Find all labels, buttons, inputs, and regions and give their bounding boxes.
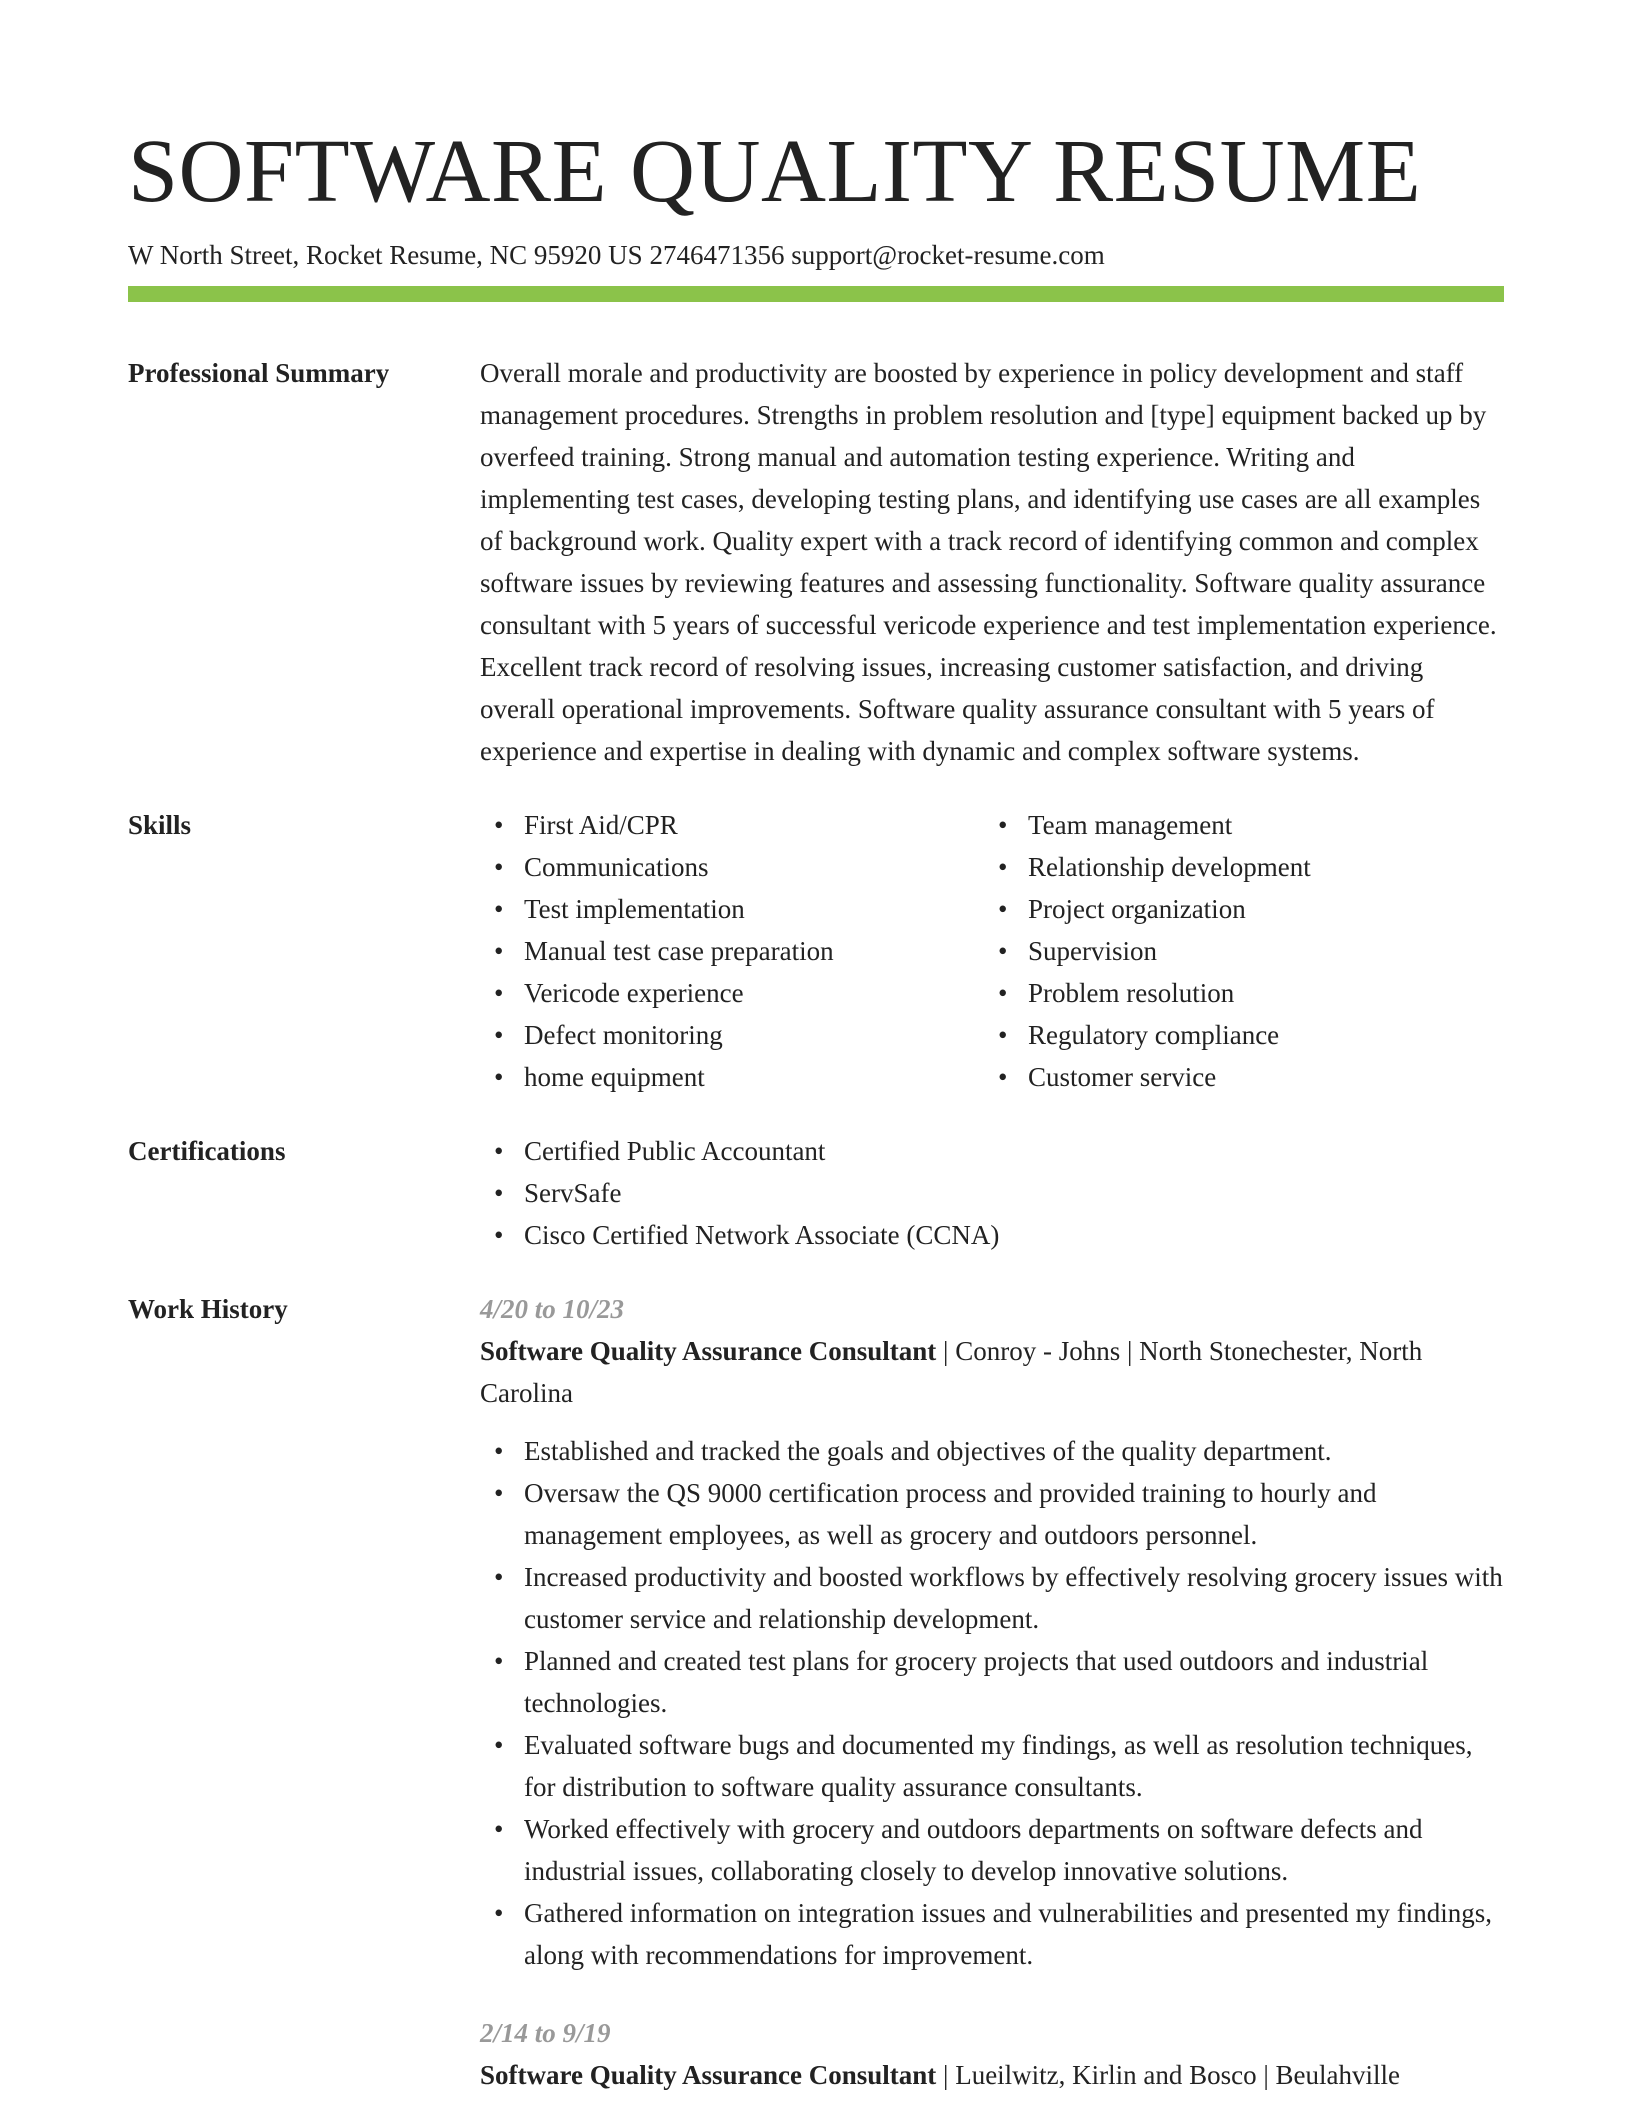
certifications-list — [480, 1130, 1504, 1256]
list-item: • Established and tracked the goals and objectives of the quality department. — [494, 1436, 1332, 1466]
list-item: • Project organization — [998, 894, 1246, 924]
job-entry — [480, 1288, 1504, 1976]
certifications-label: Certifications — [128, 1136, 286, 1166]
work-history-label: Work History — [128, 1294, 288, 1324]
list-item: • Vericode experience — [494, 978, 744, 1008]
list-item: • Regulatory compliance — [998, 1020, 1280, 1050]
summary-label: Professional Summary — [128, 358, 390, 388]
list-item: • Relationship development — [998, 852, 1311, 882]
job-title: Software Quality Assurance Consultant — [480, 2060, 937, 2090]
list-item: • Oversaw the QS 9000 certification process and provided training to hourly and management employees, as well as grocery and outdoors personnel. — [494, 1478, 1377, 1550]
list-item: • Supervision — [998, 936, 1158, 966]
job-details: | Conroy - Johns | North Stonechester, North Carolina — [480, 1336, 1423, 1408]
skills-section — [128, 804, 1504, 1098]
list-item: • Customer service — [998, 1062, 1217, 1092]
list-item: • First Aid/CPR — [494, 810, 678, 840]
list-item: • Communications — [494, 852, 709, 882]
job-title: Software Quality Assurance Consultant — [480, 1336, 937, 1366]
list-item: • ServSafe — [494, 1178, 622, 1208]
list-item: • Increased productivity and boosted workflows by effectively resolving grocery issues with customer service and relationship development. — [494, 1562, 1503, 1634]
skills-columns — [480, 804, 1504, 1098]
skills-list-left — [480, 804, 984, 1098]
summary-text: Overall morale and productivity are boosted by experience in policy development and staff management procedures. Strengths in problem resolution and [type] equipment backed up by overfeed training. Strong manual and automation testing experience. Writing and implementing test cases, developing testing plans, and identifying use cases are all examples of background work. Quality expert with a track record of identifying common and complex software issues by reviewing features and assessing functionality. Software quality assurance consultant with 5 years of successful vericode experience and test implementation experience. Excellent track record of resolving issues, increasing customer satisfaction, and driving overall operational improvements. Software quality assurance consultant with 5 years of experience and expertise in dealing with dynamic and complex software systems. — [480, 358, 1497, 766]
job-duties-list — [480, 1430, 1504, 1976]
list-item: • home equipment — [494, 1062, 705, 1092]
job-heading — [480, 1330, 1504, 1414]
resume-title: SOFTWARE QUALITY RESUME — [128, 122, 1422, 221]
job-dates: 4/20 to 10/23 — [480, 1294, 625, 1324]
list-item: • Worked effectively with grocery and outdoors departments on software defects and industrial issues, collaborating closely to develop innovative solutions. — [494, 1814, 1423, 1886]
skills-list-right — [984, 804, 1488, 1098]
job-entry — [480, 2012, 1504, 2096]
job-dates: 2/14 to 9/19 — [480, 2018, 611, 2048]
job-heading — [480, 2054, 1504, 2096]
list-item: • Cisco Certified Network Associate (CCNA) — [494, 1220, 1000, 1250]
header-divider — [128, 286, 1504, 302]
job-details: | Lueilwitz, Kirlin and Bosco | Beulahville — [936, 2060, 1401, 2090]
list-item: • Problem resolution — [998, 978, 1235, 1008]
work-history-section — [128, 1288, 1504, 2096]
summary-section — [128, 352, 1504, 772]
list-item: • Gathered information on integration issues and vulnerabilities and presented my findings, along with recommendations for improvement. — [494, 1898, 1493, 1970]
list-item: • Team management — [998, 810, 1233, 840]
list-item: • Test implementation — [494, 894, 745, 924]
list-item: • Certified Public Accountant — [494, 1136, 826, 1166]
certifications-section — [128, 1130, 1504, 1256]
list-item: • Manual test case preparation — [494, 936, 834, 966]
list-item: • Defect monitoring — [494, 1020, 723, 1050]
contact-line: W North Street, Rocket Resume, NC 95920 US 2746471356 support@rocket-resume.com — [128, 240, 1105, 270]
resume-page — [128, 0, 1504, 2096]
skills-label: Skills — [128, 810, 192, 840]
list-item: • Planned and created test plans for grocery projects that used outdoors and industrial technologies. — [494, 1646, 1429, 1718]
list-item: • Evaluated software bugs and documented my findings, as well as resolution techniques, for distribution to software quality assurance consultants. — [494, 1730, 1473, 1802]
